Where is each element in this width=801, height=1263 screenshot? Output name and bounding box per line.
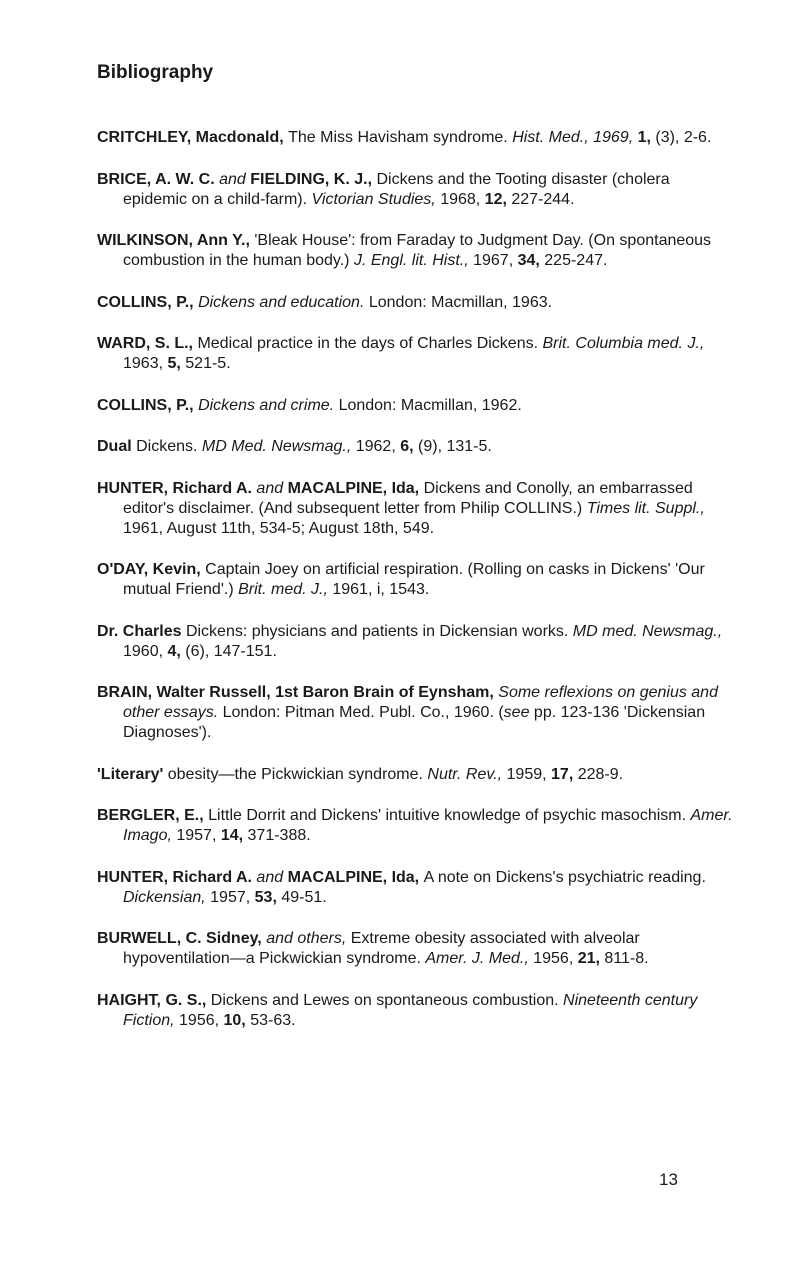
entry-text: 227-244. (511, 190, 575, 208)
entry-author: FIELDING, K. J., (250, 170, 377, 188)
entry-italic-text: Some reflexions on genius and other essays. (123, 684, 718, 721)
entry-text: London: Macmillan, 1963. (368, 293, 553, 311)
entry-text: Captain Joey on artificial respiration. (Rolling on casks in Dickens' 'Our mutual Friend'.) (123, 561, 705, 598)
entry-author: BRAIN, Walter Russell, 1st Baron Brain of Eynsham, (97, 684, 499, 701)
entry-text: 1960, (123, 642, 168, 660)
entry-italic-text: Dickens and crime. (198, 396, 339, 414)
entry-author: COLLINS, P., (97, 293, 199, 311)
entry-author: 17, (551, 765, 578, 783)
entry-text: 1967, (473, 252, 518, 269)
entry-author: 10, (223, 1011, 251, 1029)
bibliography-entry (97, 334, 737, 374)
entry-text: 811-8. (604, 950, 649, 967)
bibliography-entry (97, 622, 737, 662)
bibliography-entry (97, 231, 737, 271)
entry-text: 1961, August 11th, 534-5; August 18th, 549. (123, 519, 435, 537)
entry-text: (9), 131-5. (418, 438, 492, 455)
entry-italic-text: and (219, 170, 251, 188)
entry-italic-text: and (256, 479, 288, 497)
entry-author: 14, (220, 827, 248, 844)
entry-text: Extreme obesity associated with alveolar hypoventilation—a Pickwickian syndrome. (123, 930, 640, 967)
entry-text: 228-9. (577, 765, 624, 783)
entry-author: MACALPINE, Ida, (287, 868, 424, 886)
entry-text: 1959, (506, 765, 552, 783)
entry-italic-text: Times lit. Suppl., (586, 499, 705, 517)
bibliography-entry (97, 293, 737, 313)
entry-italic-text: Dickens and education. (198, 293, 369, 311)
entry-text: Dickens: physicians and patients in Dickensian works. (185, 622, 573, 640)
bibliography-entry (97, 170, 737, 210)
entry-italic-text: Nutr. Rev., (427, 765, 507, 783)
entry-text: 1962, (355, 438, 401, 455)
bibliography-entry (97, 929, 737, 969)
entry-text: pp. 123-136 'Dickensian Diagnoses'). (123, 704, 706, 741)
entry-text: 53-63. (250, 1011, 296, 1029)
entry-text: 371-388. (247, 827, 311, 844)
entry-text: 1968, (440, 190, 485, 208)
entry-text: 1957, (210, 888, 255, 906)
entry-author: Dual (97, 438, 137, 455)
entry-italic-text: see (503, 704, 534, 721)
entry-author: 12, (484, 190, 512, 208)
entry-author: 'Literary' (97, 765, 168, 783)
entry-author: MACALPINE, Ida, (287, 479, 424, 497)
entry-text: A note on Dickens's psychiatric reading. (423, 868, 706, 886)
entry-author: COLLINS, P., (97, 396, 199, 414)
entry-author: 4, (167, 642, 186, 660)
entry-author: Dr. Charles (97, 622, 186, 640)
entry-text: Dickens and Lewes on spontaneous combustion. (210, 991, 564, 1009)
entry-text: Medical practice in the days of Charles Dickens. (197, 335, 543, 352)
entry-text: London: Macmillan, 1962. (338, 396, 522, 414)
entry-italic-text: Hist. Med., 1969, (512, 129, 638, 146)
entry-italic-text: Amer. J. Med., (425, 950, 534, 967)
bibliography-entry (97, 765, 737, 785)
entry-author: WARD, S. L., (97, 335, 198, 352)
entry-text: obesity—the Pickwickian syndrome. (167, 765, 428, 783)
page-number: 13 (659, 1170, 678, 1189)
entry-italic-text: Victorian Studies, (311, 190, 441, 208)
bibliography-entry (97, 128, 737, 148)
entry-text: 521-5. (185, 355, 231, 372)
entry-italic-text: Nineteenth century Fiction, (123, 991, 698, 1029)
entry-italic-text: MD med. Newsmag., (572, 622, 723, 640)
bibliography-list (97, 128, 737, 1052)
entry-author: BURWELL, C. Sidney, (97, 930, 267, 947)
entry-text: 'Bleak House': from Faraday to Judgment Day. (On spontaneous combustion in the human body.) (123, 232, 712, 269)
entry-author: O'DAY, Kevin, (97, 561, 206, 578)
entry-italic-text: Amer. Imago, (123, 807, 733, 844)
entry-text: Dickens. (136, 438, 202, 455)
entry-author: 6, (400, 438, 419, 455)
entry-italic-text: and others, (266, 930, 351, 947)
entry-author: BRICE, A. W. C. (97, 170, 220, 188)
entry-text: 225-247. (544, 252, 608, 269)
entry-italic-text: Brit. Columbia med. J., (542, 335, 705, 352)
bibliography-entry (97, 806, 737, 846)
entry-text: 1963, (123, 355, 168, 372)
bibliography-entry (97, 560, 737, 600)
entry-text: 1956, (179, 1011, 224, 1029)
entry-text: Dickens and the Tooting disaster (cholera epidemic on a child-farm). (123, 170, 670, 208)
entry-author: BERGLER, E., (97, 807, 209, 824)
entry-text: (3), 2-6. (655, 129, 712, 146)
bibliography-entry (97, 868, 737, 908)
entry-author: CRITCHLEY, Macdonald, (97, 129, 289, 146)
entry-text: 1961, i, 1543. (332, 581, 430, 598)
bibliography-entry (97, 437, 737, 457)
entry-italic-text: J. Engl. lit. Hist., (353, 252, 474, 269)
entry-author: 21, (577, 950, 605, 967)
entry-author: 1, (637, 129, 656, 146)
entry-italic-text: MD Med. Newsmag., (201, 438, 356, 455)
entry-author: HUNTER, Richard A. (97, 868, 257, 886)
bibliography-entry (97, 479, 737, 539)
entry-author: 5, (167, 355, 186, 372)
entry-text: Dickens and Conolly, an embarrassed editor's disclaimer. (And subsequent letter from Philip COLLINS.) (123, 479, 693, 517)
entry-italic-text: Brit. med. J., (238, 581, 333, 598)
entry-text: 49-51. (281, 888, 327, 906)
entry-text: 1957, (176, 827, 221, 844)
entry-author: HUNTER, Richard A. (97, 479, 257, 497)
entry-author: HAIGHT, G. S., (97, 991, 211, 1009)
entry-text: (6), 147-151. (185, 642, 277, 660)
entry-italic-text: Dickensian, (123, 888, 211, 906)
bibliography-entry (97, 683, 737, 743)
entry-text: The Miss Havisham syndrome. (288, 129, 513, 146)
page-title: Bibliography (97, 62, 214, 83)
bibliography-entry (97, 396, 737, 416)
entry-author: 34, (517, 252, 545, 269)
entry-text: London: Pitman Med. Publ. Co., 1960. ( (222, 704, 504, 721)
entry-italic-text: and (256, 868, 288, 886)
bibliography-entry (97, 991, 737, 1031)
entry-text: Little Dorrit and Dickens' intuitive knowledge of psychic masochism. (208, 807, 691, 824)
entry-text: 1956, (533, 950, 578, 967)
entry-author: WILKINSON, Ann Y., (97, 232, 255, 249)
entry-author: 53, (254, 888, 282, 906)
